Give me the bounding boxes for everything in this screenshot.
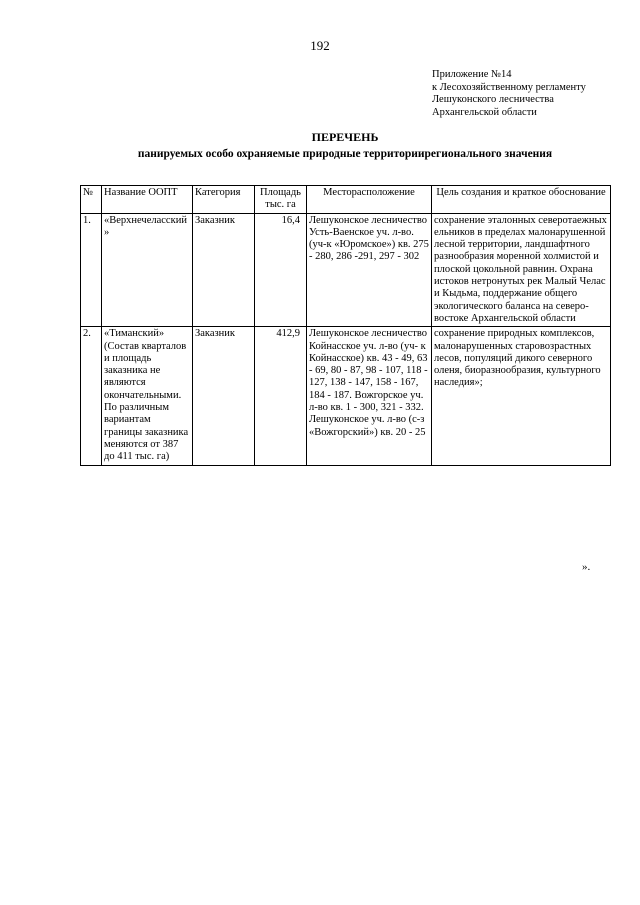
- appendix-block: [432, 69, 632, 119]
- cell-num: 1.: [81, 213, 102, 327]
- closing-mark: ».: [582, 561, 591, 573]
- cell-area: 412,9: [255, 327, 307, 465]
- page-number: 192: [310, 38, 330, 53]
- cell-name: «Верхнечеласский»: [102, 213, 193, 327]
- appendix-line: Архангельской области: [432, 106, 537, 118]
- cell-purpose: сохранение эталонных северотаежных ельников в пределах малонарушенной лесной территории, ландшафтного разнообразия моренной холмистой и плоской цокольной равнин. Охрана истоков нетронутых рек Малый Челас и Кыдьма, поддержание общего экологического баланса на северо- востоке Архангельской области: [432, 213, 611, 327]
- appendix-line: Приложение №14: [432, 69, 512, 80]
- cell-name: «Тиманский» (Состав кварталов и площадь заказника не являются окончательными. По различным вариантам границы заказника меняются от 387 до 411 тыс. га): [102, 327, 193, 465]
- appendix-line: Лешуконского лесничества: [432, 94, 554, 105]
- table-row: [81, 213, 611, 327]
- table-row: [81, 327, 611, 465]
- protected-areas-table: [80, 185, 611, 466]
- table-header-row: [81, 186, 611, 214]
- cell-location: Лешуконское лесничество Усть-Ваенское уч. л-во. (уч-к «Юромское») кв. 275 - 280, 286 -291, 297 - 302: [307, 213, 432, 327]
- cell-category: Заказник: [193, 327, 255, 465]
- document-title: ПЕРЕЧЕНЬ: [311, 130, 379, 144]
- cell-purpose: сохранение природных комплексов, малонарушенных старовозрастных лесов, популяций дикого северного оленя, биоразнообразия, культурного наследия»;: [432, 327, 611, 465]
- header-purpose: Цель создания и краткое обоснование: [432, 186, 611, 214]
- header-name: Название ООПТ: [102, 186, 193, 214]
- document-subtitle: панируемых особо охраняемые природные территориирегионального значения: [137, 148, 553, 160]
- header-category: Категория: [193, 186, 255, 214]
- cell-category: Заказник: [193, 213, 255, 327]
- header-area: Площадь тыс. га: [255, 186, 307, 214]
- appendix-line: к Лесохозяйственному регламенту: [432, 81, 586, 93]
- cell-location: Лешуконское лесничество Койнасское уч. л-во (уч- к Койнасское) кв. 43 - 49, 63 - 69, 80 - 87, 98 - 107, 118 - 127, 138 - 147, 158 - 167, 184 - 187. Вожгорское уч. л-во кв. 1 - 300, 321 - 332. Лешуконское уч. л-во (с-з «Вожгорский») кв. 20 - 25: [307, 327, 432, 465]
- header-num: №: [81, 186, 102, 214]
- cell-num: 2.: [81, 327, 102, 465]
- cell-area: 16,4: [255, 213, 307, 327]
- header-location: Месторасположение: [307, 186, 432, 214]
